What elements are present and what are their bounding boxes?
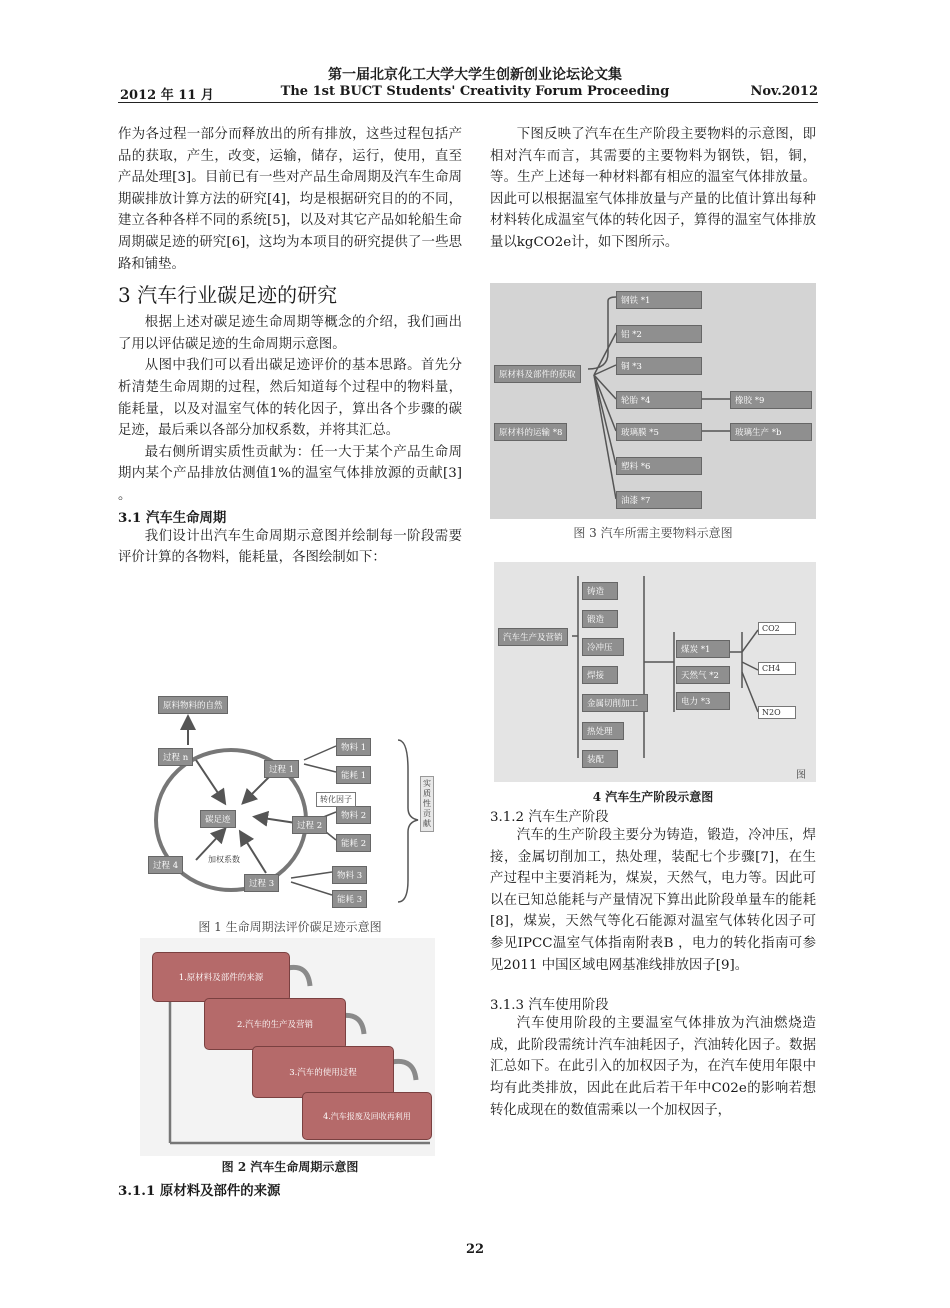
figure-mark: 图 xyxy=(796,770,806,781)
material-1-box: 物料 1 xyxy=(336,738,371,756)
step-machining: 金属切削加工 xyxy=(582,694,648,712)
conversion-factor-label: 转化因子 xyxy=(316,792,356,807)
lifecycle-step-3: 3.汽车的使用过程 xyxy=(252,1046,394,1098)
step-assembly: 装配 xyxy=(582,750,618,768)
page-number: 22 xyxy=(465,1242,485,1257)
lifecycle-step-1: 1.原材料及部件的来源 xyxy=(152,952,290,1002)
figure-1 xyxy=(136,690,446,912)
weight-factor-label: 加权系数 xyxy=(208,855,240,864)
subsection-heading: 3.1 汽车生命周期 xyxy=(118,509,227,526)
carbon-footprint-node: 碳足迹 xyxy=(200,810,236,828)
proceeding-title-cn: 第一届北京化工大学大学生创新创业论坛论文集 xyxy=(328,67,622,83)
lifecycle-step-2: 2.汽车的生产及营销 xyxy=(204,998,346,1050)
gas-co2: CO2 xyxy=(758,622,796,635)
substantial-contribution-label: 实质性贡献 xyxy=(420,776,434,832)
raw-material-transport-box: 原材料的运输 *8 xyxy=(494,423,567,441)
paragraph: 从图中我们可以看出碳足迹评价的基本思路。首先分析清楚生命周期的过程，然后知道每个过程中的物料量，能耗量，以及对温室气体的转化因子，算出各个步骤的碳足迹，最后乘以各部分加权系数，并将其汇总。 xyxy=(118,358,462,439)
material-rubber: 橡胶 *9 xyxy=(730,391,812,409)
step-welding: 焊接 xyxy=(582,666,618,684)
process-4-node: 过程 4 xyxy=(148,856,183,874)
energy-electricity: 电力 *3 xyxy=(676,692,730,710)
right-column-bottom xyxy=(490,806,816,1121)
paragraph: 最右侧所谓实质性贡献为：任一大于某个产品生命周期内某个产品排放估测值1%的温室气体排放源的贡献[3] 。 xyxy=(118,444,462,503)
material-3-box: 物料 3 xyxy=(332,866,367,884)
material-plastic: 塑料 *6 xyxy=(616,457,702,475)
energy-3-box: 能耗 3 xyxy=(332,890,367,908)
energy-natural-gas: 天然气 *2 xyxy=(676,666,730,684)
process-n-node: 过程 n xyxy=(158,748,193,766)
material-glass-production: 玻璃生产 *b xyxy=(730,423,812,441)
step-forging: 锻造 xyxy=(582,610,618,628)
proceeding-title-en: The 1st BUCT Students' Creativity Forum Proceeding xyxy=(280,84,670,99)
step-stamping: 冷冲压 xyxy=(582,638,624,656)
header-date-cn: 2012 年 11 月 xyxy=(120,88,214,103)
paragraph: 作为各过程一部分而释放出的所有排放，这些过程包括产品的获取，产生，改变，运输，储存，运行，使用，直至产品处理[3]。目前已有一些对产品生命周期及汽车生命周期碳排放计算方法的研究[4]，均是根据研究目的的不同，建立各种各样不同的系统[5]，以及对其它产品如轮船生命周期碳足迹的研究[6]，这均为本项目的研究提供了一些思路和铺垫。 xyxy=(118,127,462,272)
energy-1-box: 能耗 1 xyxy=(336,766,371,784)
figure-4 xyxy=(494,562,816,782)
paragraph: 汽车的生产阶段主要分为铸造，锻造，冷冲压，焊接，金属切削加工，热处理，装配七个步骤[7]，在生产过程中主要消耗为，煤炭，天然气，电力等。因此可以在已知总能耗与产量情况下算出此阶段单量车的能耗[8]，煤炭，天然气等化石能源对温室气体转化因子可参见IPCC温室气体指南附表B ，电力的转化指南可参见2011 中国区域电网基准线排放因子[9]。 xyxy=(490,828,816,973)
figure-2-caption: 图 2 汽车生命周期示意图 xyxy=(221,1160,359,1174)
process-2-node: 过程 2 xyxy=(292,816,327,834)
figure-1-caption: 图 1 生命周期法评价碳足迹示意图 xyxy=(198,920,382,934)
step-casting: 铸造 xyxy=(582,582,618,600)
process-1-node: 过程 1 xyxy=(264,760,299,778)
paragraph: 下图反映了汽车在生产阶段主要物料的示意图，即相对汽车而言，其需要的主要物料为钢铁，铝，铜，等。生产上述每一种材料都有相应的温室气体排放量。因此可以根据温室气体排放量与产量的比值计算出每种材料转化成温室气体的转化因子，算得的温室气体排放量以kgCO2e计，如下图所示。 xyxy=(490,127,816,250)
energy-2-box: 能耗 2 xyxy=(336,834,371,852)
paragraph: 我们设计出汽车生命周期示意图并绘制每一阶段需要评价计算的各物料，能耗量，各图绘制如下： xyxy=(118,528,462,566)
material-aluminum: 铝 *2 xyxy=(616,325,702,343)
nature-resource-box: 原料物料的自然 xyxy=(158,696,228,714)
gas-n2o: N2O xyxy=(758,706,796,719)
production-marketing-box: 汽车生产及营销 xyxy=(498,628,568,646)
raw-material-acquisition-box: 原材料及部件的获取 xyxy=(494,365,581,383)
material-2-box: 物料 2 xyxy=(336,806,371,824)
figure-3-caption: 图 3 汽车所需主要物料示意图 xyxy=(573,526,733,540)
header-date-en: Nov.2012 xyxy=(750,84,818,99)
figure-4-caption: 4 汽车生产阶段示意图 xyxy=(592,790,714,804)
paragraph: 汽车使用阶段的主要温室气体排放为汽油燃烧造成，此阶段需统计汽车油耗因子，汽油转化因子。数据汇总如下。在此引入的加权因子为，在汽车使用年限中均有此类排放，因此在此后若干年中C02e的影响若想转化成现在的数值需乘以一个加权因子， xyxy=(490,1016,816,1118)
figure-3 xyxy=(490,283,816,519)
material-glass: 玻璃膜 *5 xyxy=(616,423,702,441)
subsection-heading: 3.1.2 汽车生产阶段 xyxy=(490,810,609,825)
lifecycle-step-4: 4.汽车报废及回收再利用 xyxy=(302,1092,432,1140)
process-3-node: 过程 3 xyxy=(244,874,279,892)
material-steel: 钢铁 *1 xyxy=(616,291,702,309)
energy-coal: 煤炭 *1 xyxy=(676,640,730,658)
paragraph: 根据上述对碳足迹生命周期等概念的介绍，我们画出了用以评估碳足迹的生命周期示意图。 xyxy=(118,315,462,352)
right-column-top xyxy=(490,124,816,254)
left-column xyxy=(118,124,462,569)
step-heat-treatment: 热处理 xyxy=(582,722,624,740)
material-paint: 油漆 *7 xyxy=(616,491,702,509)
figure-1-arrows xyxy=(136,690,446,912)
section-heading: 3 汽车行业碳足迹的研究 xyxy=(118,283,338,308)
material-copper: 铜 *3 xyxy=(616,357,702,375)
figure-2 xyxy=(140,938,435,1156)
gas-ch4: CH4 xyxy=(758,662,796,675)
subsection-heading: 3.1.1 原材料及部件的来源 xyxy=(118,1183,281,1199)
material-tire: 轮胎 *4 xyxy=(616,391,702,409)
header-rule xyxy=(118,102,818,103)
subsection-heading: 3.1.3 汽车使用阶段 xyxy=(490,998,609,1014)
